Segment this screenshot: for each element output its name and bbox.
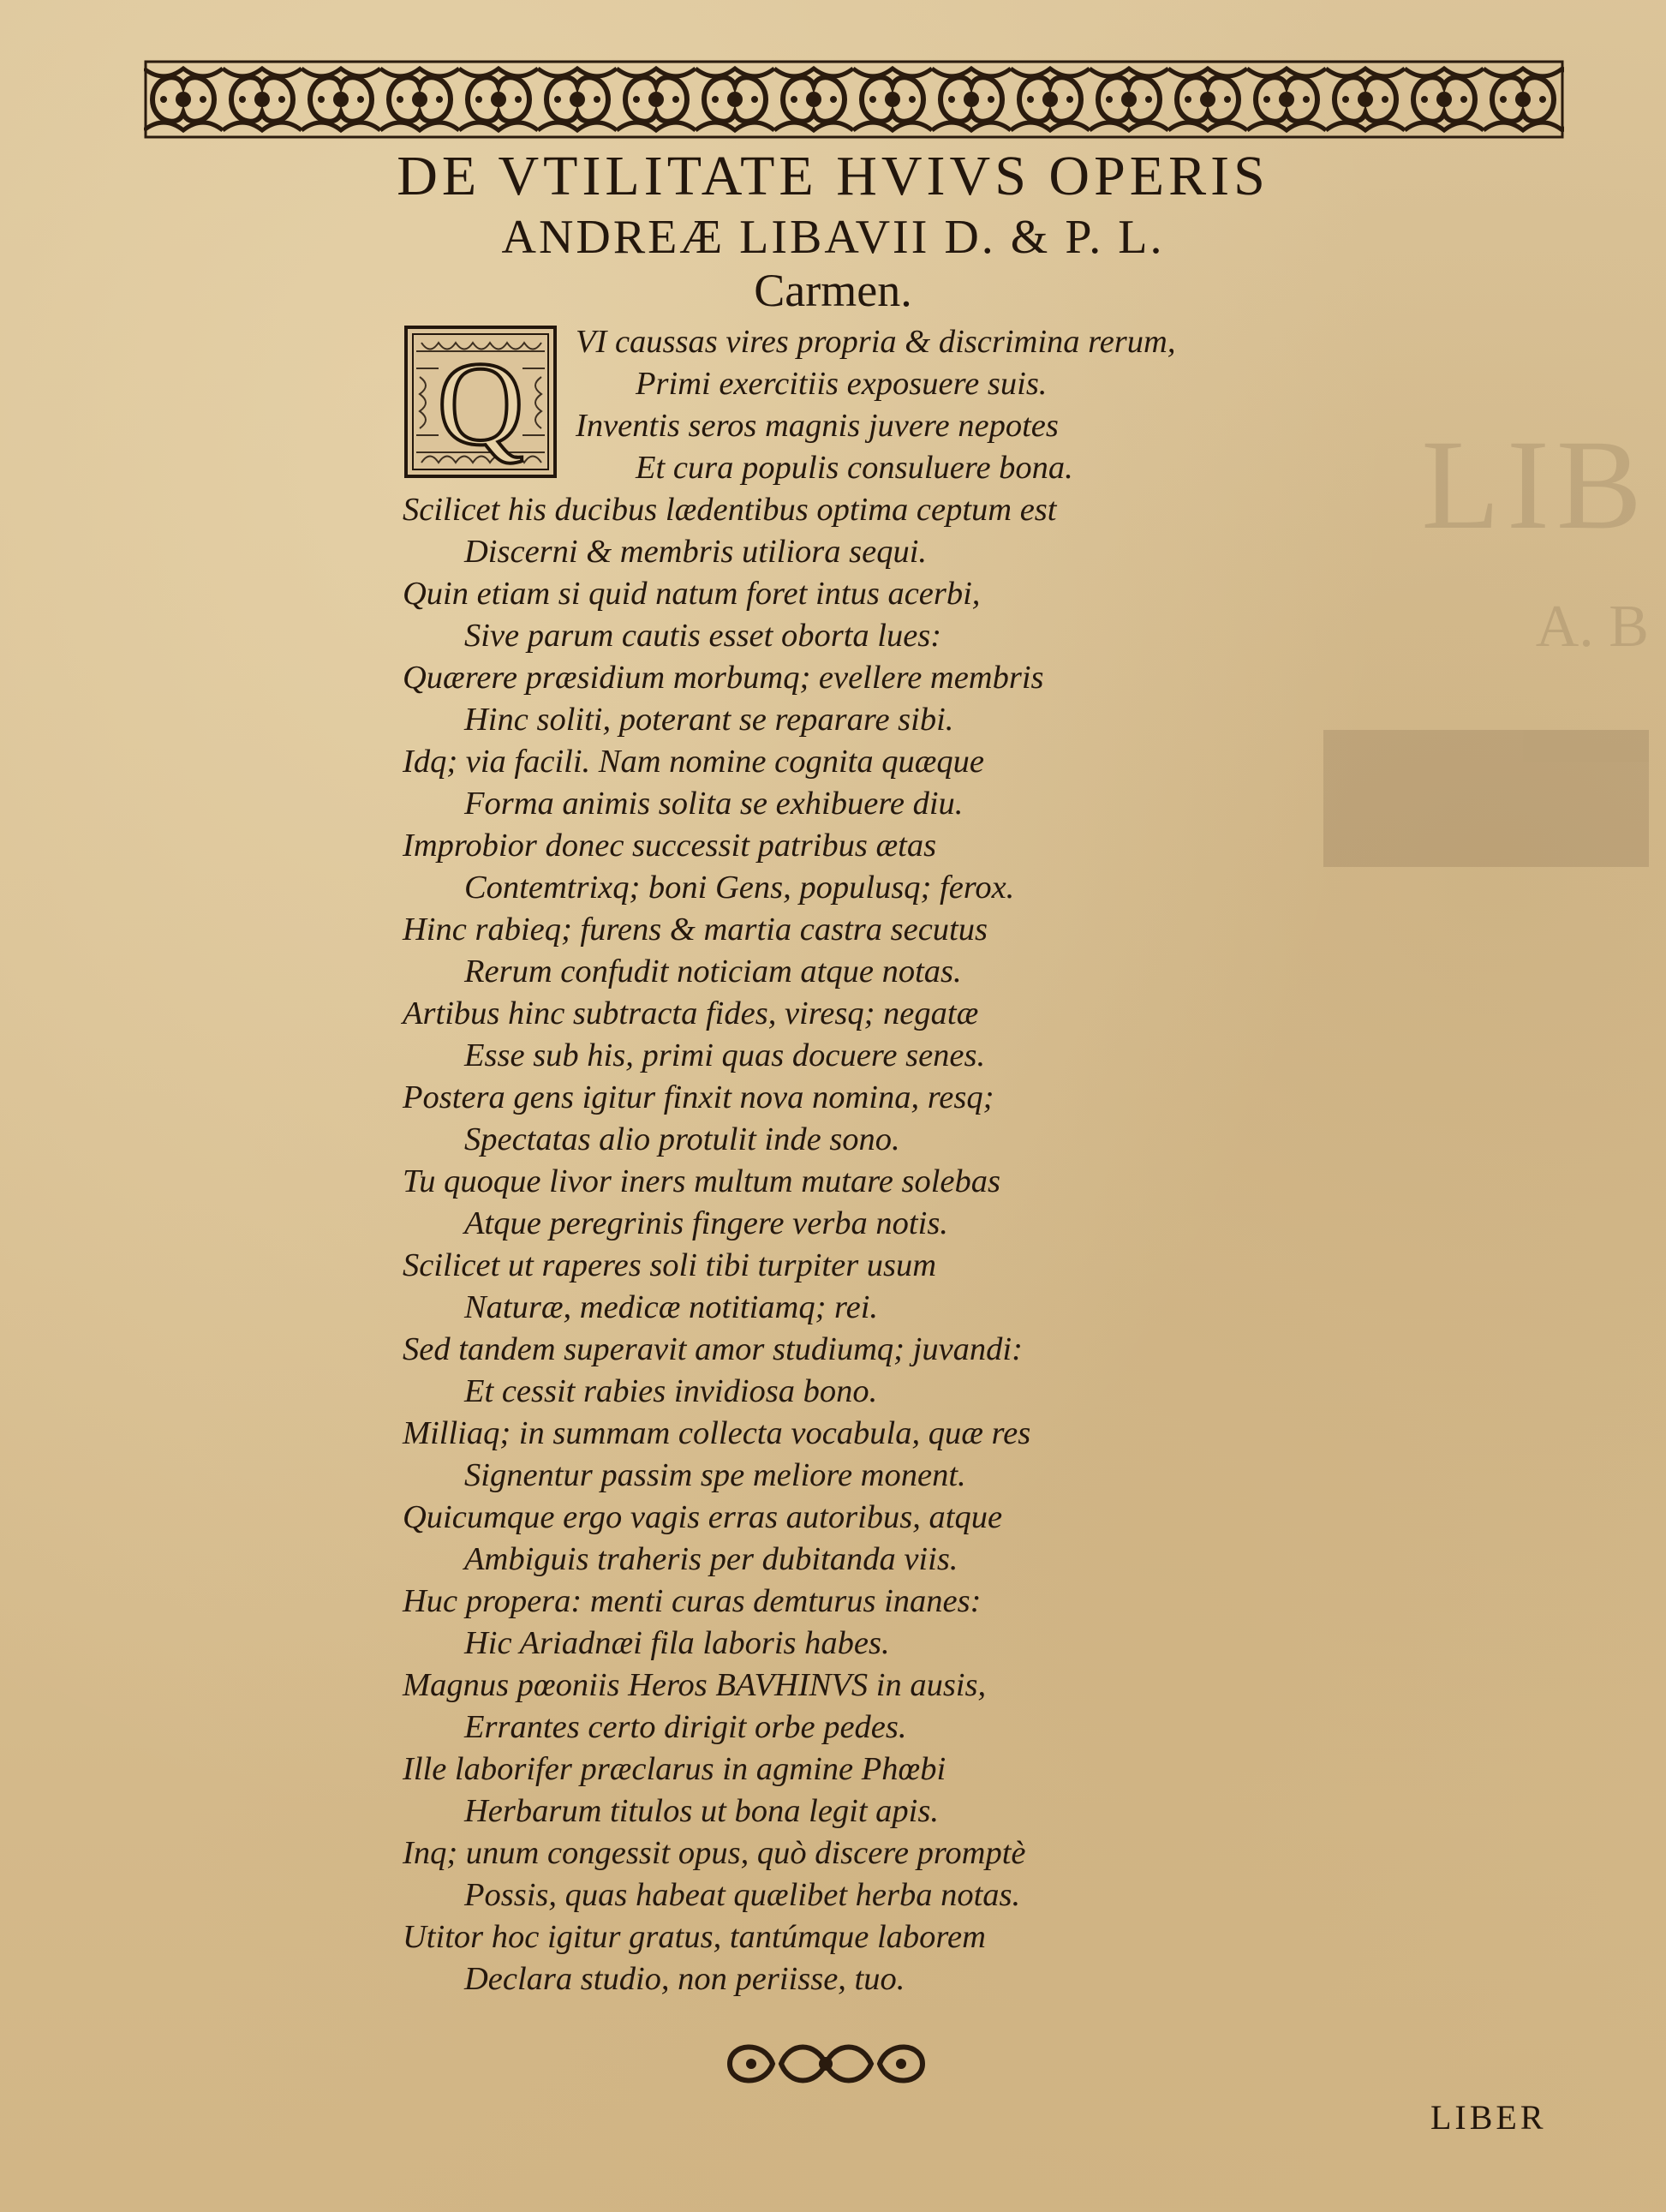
poem-line: Hinc rabieq; furens & martia castra secutus	[403, 912, 988, 948]
title-line-3: Carmen.	[754, 265, 912, 316]
poem-line: Et cessit rabies invidiosa bono.	[464, 1373, 878, 1409]
poem-line: Milliaq; in summam collecta vocabula, quæ res	[403, 1415, 1031, 1451]
poem-line: Improbior donec successit patribus ætas	[403, 828, 937, 864]
initial-letter-glyph: Q	[437, 338, 524, 470]
title-line-2: ANDREÆ LIBAVII D. & P. L.	[501, 211, 1165, 264]
poem-line: Ille laborifer præclarus in agmine Phœbi	[403, 1751, 946, 1787]
poem-line: Errantes certo dirigit orbe pedes.	[464, 1709, 907, 1745]
poem-line: Scilicet his ducibus lædentibus optima ceptum est	[403, 492, 1057, 528]
poem-line: Hic Ariadnæi fila laboris habes.	[464, 1625, 890, 1661]
poem-line: Declara studio, non periisse, tuo.	[464, 1961, 905, 1997]
poem-line: Contemtrixq; boni Gens, populusq; ferox.	[464, 870, 1015, 906]
poem-line: Naturæ, medicæ notitiamq; rei.	[464, 1289, 879, 1325]
poem-line: Quicumque ergo vagis erras autoribus, atque	[403, 1499, 1003, 1535]
poem-line: Magnus pœoniis Heros BAVHINVS in ausis,	[403, 1667, 987, 1703]
poem	[403, 321, 1276, 2000]
poem-line: Hinc soliti, poterant se reparare sibi.	[464, 702, 954, 738]
poem-line: Atque peregrinis fingere verba notis.	[464, 1205, 948, 1241]
poem-line: Quærere præsidium morbumq; evellere membris	[403, 660, 1044, 696]
poem-line: Quin etiam si quid natum foret intus acerbi,	[403, 576, 981, 612]
poem-line: Discerni & membris utiliora sequi.	[464, 534, 928, 570]
poem-line: Esse sub his, primi quas docuere senes.	[464, 1037, 986, 1073]
top-ornament-band	[144, 60, 1564, 139]
poem-line: Et cura populis consuluere bona.	[636, 450, 1073, 486]
poem-line: Postera gens igitur finxit nova nomina, resq;	[403, 1079, 994, 1115]
poem-line: Forma animis solita se exhibuere diu.	[464, 786, 964, 822]
title-line-1: DE VTILITATE HVIVS OPERIS	[397, 145, 1269, 207]
poem-line: Idq; via facili. Nam nomine cognita quæque	[403, 744, 984, 780]
poem-line: Sed tandem superavit amor studiumq; juvandi:	[403, 1331, 1023, 1367]
poem-line: Signentur passim spe meliore monent.	[464, 1457, 966, 1493]
poem-line: Scilicet ut raperes soli tibi turpiter usum	[403, 1247, 937, 1283]
poem-line: Inq; unum congessit opus, quò discere promptè	[403, 1835, 1026, 1871]
poem-line: Utitor hoc igitur gratus, tantúmque laborem	[403, 1919, 986, 1955]
poem-line: Sive parum cautis esset oborta lues:	[464, 618, 942, 654]
poem-line: Inventis seros magnis juvere nepotes	[576, 408, 1059, 444]
catchword: LIBER	[1430, 2098, 1547, 2137]
bleed-through-shadow: LIB A. B	[1323, 411, 1649, 1696]
poem-line: Ambiguis traheris per dubitanda viis.	[464, 1541, 958, 1577]
poem-line: Primi exercitiis exposuere suis.	[636, 366, 1048, 402]
poem-line: Tu quoque livor iners multum mutare solebas	[403, 1163, 1000, 1199]
poem-line: Artibus hinc subtracta fides, viresq; negatæ	[403, 995, 979, 1031]
poem-line: Herbarum titulos ut bona legit apis.	[464, 1793, 939, 1829]
poem-line: Huc propera: menti curas demturus inanes:	[403, 1583, 982, 1619]
poem-line: Rerum confudit noticiam atque notas.	[464, 954, 962, 989]
poem-line: VI caussas vires propria & discrimina rerum,	[576, 324, 1176, 360]
poem-line: Possis, quas habeat quælibet herba notas.	[464, 1877, 1021, 1913]
poem-line: Spectatas alio protulit inde sono.	[464, 1121, 900, 1157]
bottom-ornament	[721, 2035, 931, 2093]
